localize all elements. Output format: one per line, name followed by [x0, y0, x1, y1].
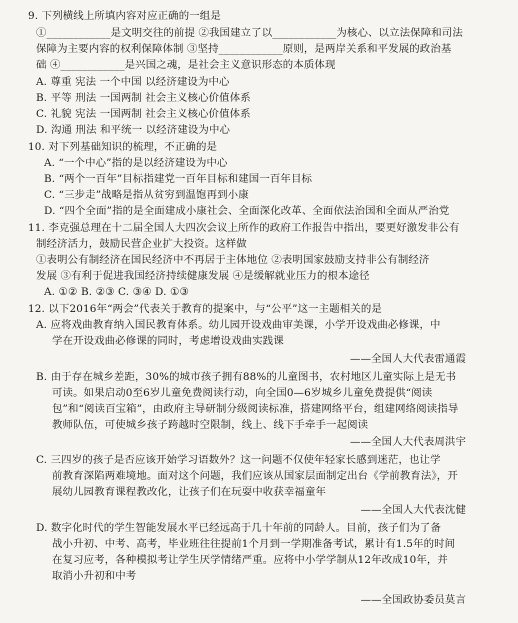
- option-line: C. 三四岁的孩子是否应该开始学习语数外？这一问题不仅使年轻家长感到迷茫，也让学: [36, 454, 441, 466]
- question-stem: 12. 以下2016年“两会”代表关于教育的提案中，与“公平”这一主题相关的是: [28, 303, 382, 315]
- option-line: C. “三步走”战略是指从贫穷到温饱再到小康: [44, 189, 249, 201]
- paragraph-line: 取消小升初和中考: [52, 570, 137, 582]
- paragraph-line: 前教育深陷两难境地。面对这个问题，我们应该从国家层面制定出台《学前教育法》，开: [52, 470, 458, 482]
- paragraph-line: ①表明公有制经济在国民经济中不再居于主体地位 ②表明国家鼓励支持非公有制经济: [36, 254, 430, 266]
- paragraph-line: 展幼儿园教育课程教改化，让孩子们在玩耍中收获幸福童年: [52, 486, 327, 498]
- option-line: B. 由于存在城乡差距，30%的城市孩子拥有88%的儿童图书，农村地区儿童实际上是无书: [36, 371, 457, 383]
- paragraph-line: 学在开设戏曲必修课的同时，考虑增设戏曲实践课: [52, 335, 284, 347]
- attribution-line: ——全国人大代表沈健: [360, 504, 466, 516]
- option-line: D. 沟通 刑法 和平统一 以经济建设为中心: [36, 124, 231, 136]
- option-line: A. “一个中心”指的是以经济建设为中心: [44, 157, 228, 169]
- option-line: B. 平等 刑法 一国两制 社会主义核心价值体系: [36, 92, 251, 104]
- attribution-line: ——全国政协委员莫言: [360, 594, 466, 606]
- option-line: A. 应将戏曲教育纳入国民教育体系。幼儿园开设戏曲审美课，小学开设戏曲必修课，中: [36, 319, 441, 331]
- paragraph-line: ①____________是文明交往的前提 ②我国建立了以____________为核心、以立法保障和司法: [36, 27, 463, 39]
- paragraph-line: 包”和“阅读百宝箱”，由政府主导研制分级阅读标准，搭建网络平台，组建网络阅读指导: [52, 403, 459, 415]
- question-stem: 10. 对下列基础知识的梳理，不正确的是: [28, 141, 218, 153]
- paragraph-line: 可读。如果启动0至6岁儿童免费阅读行动，向全国0—6岁城乡儿童免费提供“阅读: [52, 387, 433, 399]
- paragraph-line: 础 ④____________是兴国之魂，是社会主义意识形态的本质体现: [36, 59, 336, 71]
- option-line: A. ①② B. ②③ C. ③④ D. ①③: [44, 286, 189, 298]
- question-stem: 11. 李克强总理在十二届全国人大四次会议上所作的政府工作报告中指出，要更好激发非公有: [28, 222, 460, 234]
- option-line: D. 数字化时代的学生智能发展水平已经远高于几十年前的同龄人。目前，孩子们为了备: [36, 522, 442, 534]
- attribution-line: ——全国人大代表雷通霞: [350, 353, 466, 365]
- question-stem: 9. 下列横线上所填内容对应正确的一组是: [28, 10, 221, 22]
- paragraph-line: 发展 ③有利于促进我国经济持续健康发展 ④是缓解就业压力的根本途径: [36, 270, 370, 282]
- option-line: A. 尊重 宪法 一个中国 以经济建设为中心: [36, 76, 230, 88]
- paragraph-line: 在复习应考，各种模拟考让学生厌学情绪严重。应将中小学学制从12年改成10年，并: [52, 554, 448, 566]
- paragraph-line: 战小升初、中考、高考，毕业班往往提前1个月到一学期准备考试，累计有1.5年的时间: [52, 538, 456, 550]
- option-line: B. “两个一百年”目标指建党一百年目标和建国一百年目标: [44, 173, 313, 185]
- option-line: C. 礼貌 宪法 一国两制 社会主义核心价值体系: [36, 108, 251, 120]
- option-line: D. “四个全面”指的是全面建成小康社会、全面深化改革、全面依法治国和全面从严治党: [44, 205, 450, 217]
- attribution-line: ——全国人大代表周洪宇: [350, 436, 466, 448]
- paragraph-line: 教师队伍，可使城乡孩子跨越时空限制，线上、线下手牵手一起阅读: [52, 419, 369, 431]
- paragraph-line: 保障为主要内容的权利保障体制 ③坚持____________原则，是两岸关系和平发展的政治基: [36, 43, 452, 55]
- paragraph-line: 制经济活力，鼓励民营企业扩大投资。这样做: [36, 238, 247, 250]
